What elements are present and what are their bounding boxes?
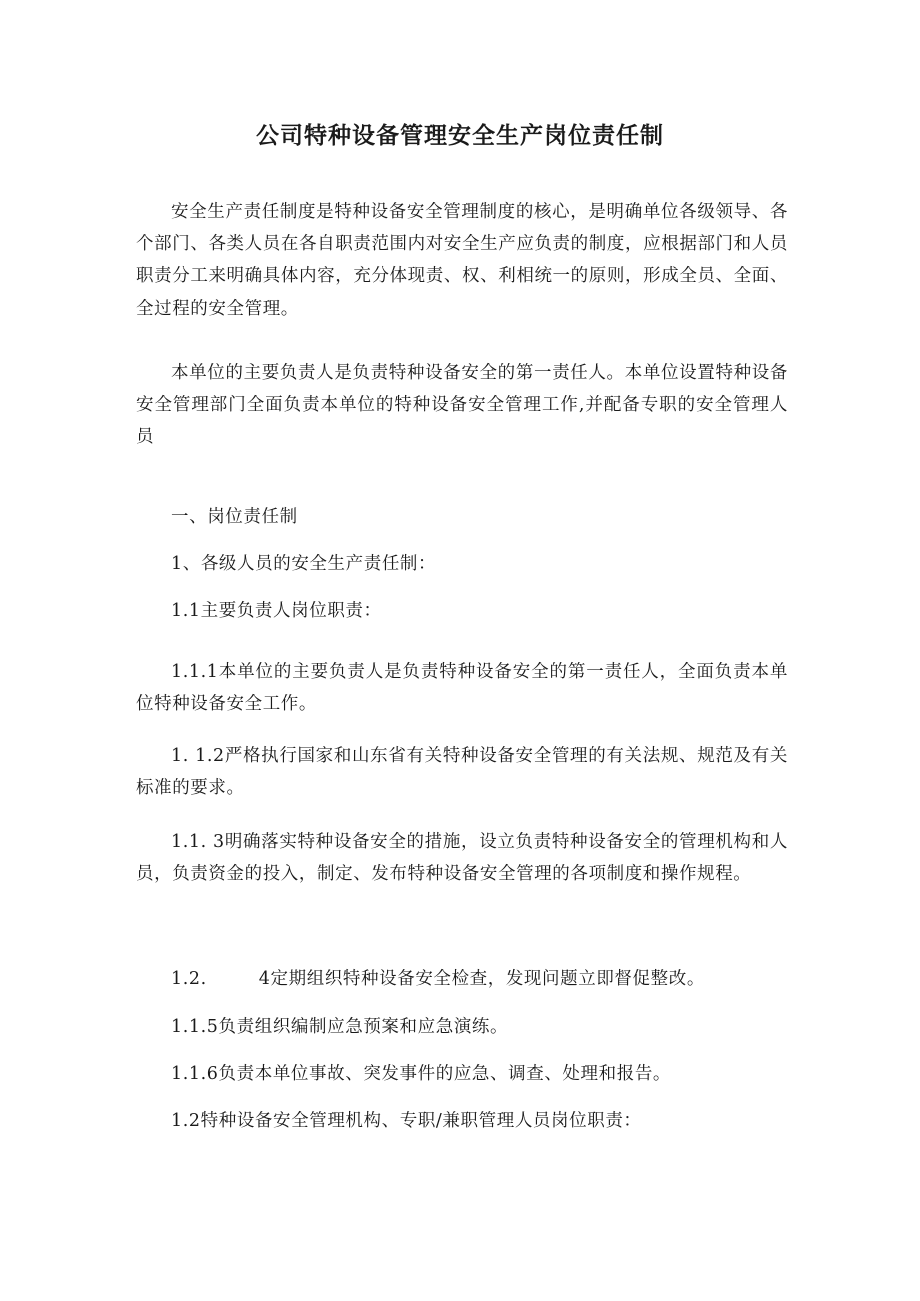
clause-1-1-1: 1.1.1本单位的主要负责人是负责特种设备安全的第一责任人，全面负责本单位特种设备安全工作。 [136,662,788,715]
clause-1-1-5: 1.1.5负责组织编制应急预案和应急演练。 [171,1017,509,1037]
section-heading-job-responsibility: 一、岗位责任制 [171,507,298,527]
clause-1-1-4 [136,963,788,995]
subsection-heading-management-dept: 1.2特种设备安全管理机构、专职/兼职管理人员岗位职责： [171,1111,642,1131]
clause-1-1-3: 1.1. 3明确落实特种设备安全的措施，设立负责特种设备安全的管理机构和人员，负责资金的投入，制定、发布特种设备安全管理的各项制度和操作规程。 [136,832,788,885]
paragraph-principal: 本单位的主要负责人是负责特种设备安全的第一责任人。本单位设置特种设备安全管理部门全面负责本单位的特种设备安全管理工作,并配备专职的安全管理人员 [136,363,788,448]
document-title: 公司特种设备管理安全生产岗位责任制 [256,123,664,149]
clause-1-1-2: 1. 1.2严格执行国家和山东省有关特种设备安全管理的有关法规、规范及有关标准的要求。 [136,746,788,799]
clause-1-1-6: 1.1.6负责本单位事故、突发事件的应急、调查、处理和报告。 [171,1064,672,1084]
subsection-heading-principal-duties: 1.1主要负责人岗位职责： [171,601,382,621]
clause-1-1-4-text: 4定期组织特种设备安全检查，发现问题立即督促整改。 [258,969,705,989]
paragraph-intro: 安全生产责任制度是特种设备安全管理制度的核心，是明确单位各级领导、各个部门、各类人员在各自职责范围内对安全生产应负责的制度，应根据部门和人员职责分工来明确具体内容，充分体现责、权、利相统一的原则，形成全员、全面、全过程的安全管理。 [136,202,788,319]
clause-1-1-4-prefix: 1.2. [171,969,207,989]
subsection-heading-all-levels: 1、各级人员的安全生产责任制： [171,554,437,574]
